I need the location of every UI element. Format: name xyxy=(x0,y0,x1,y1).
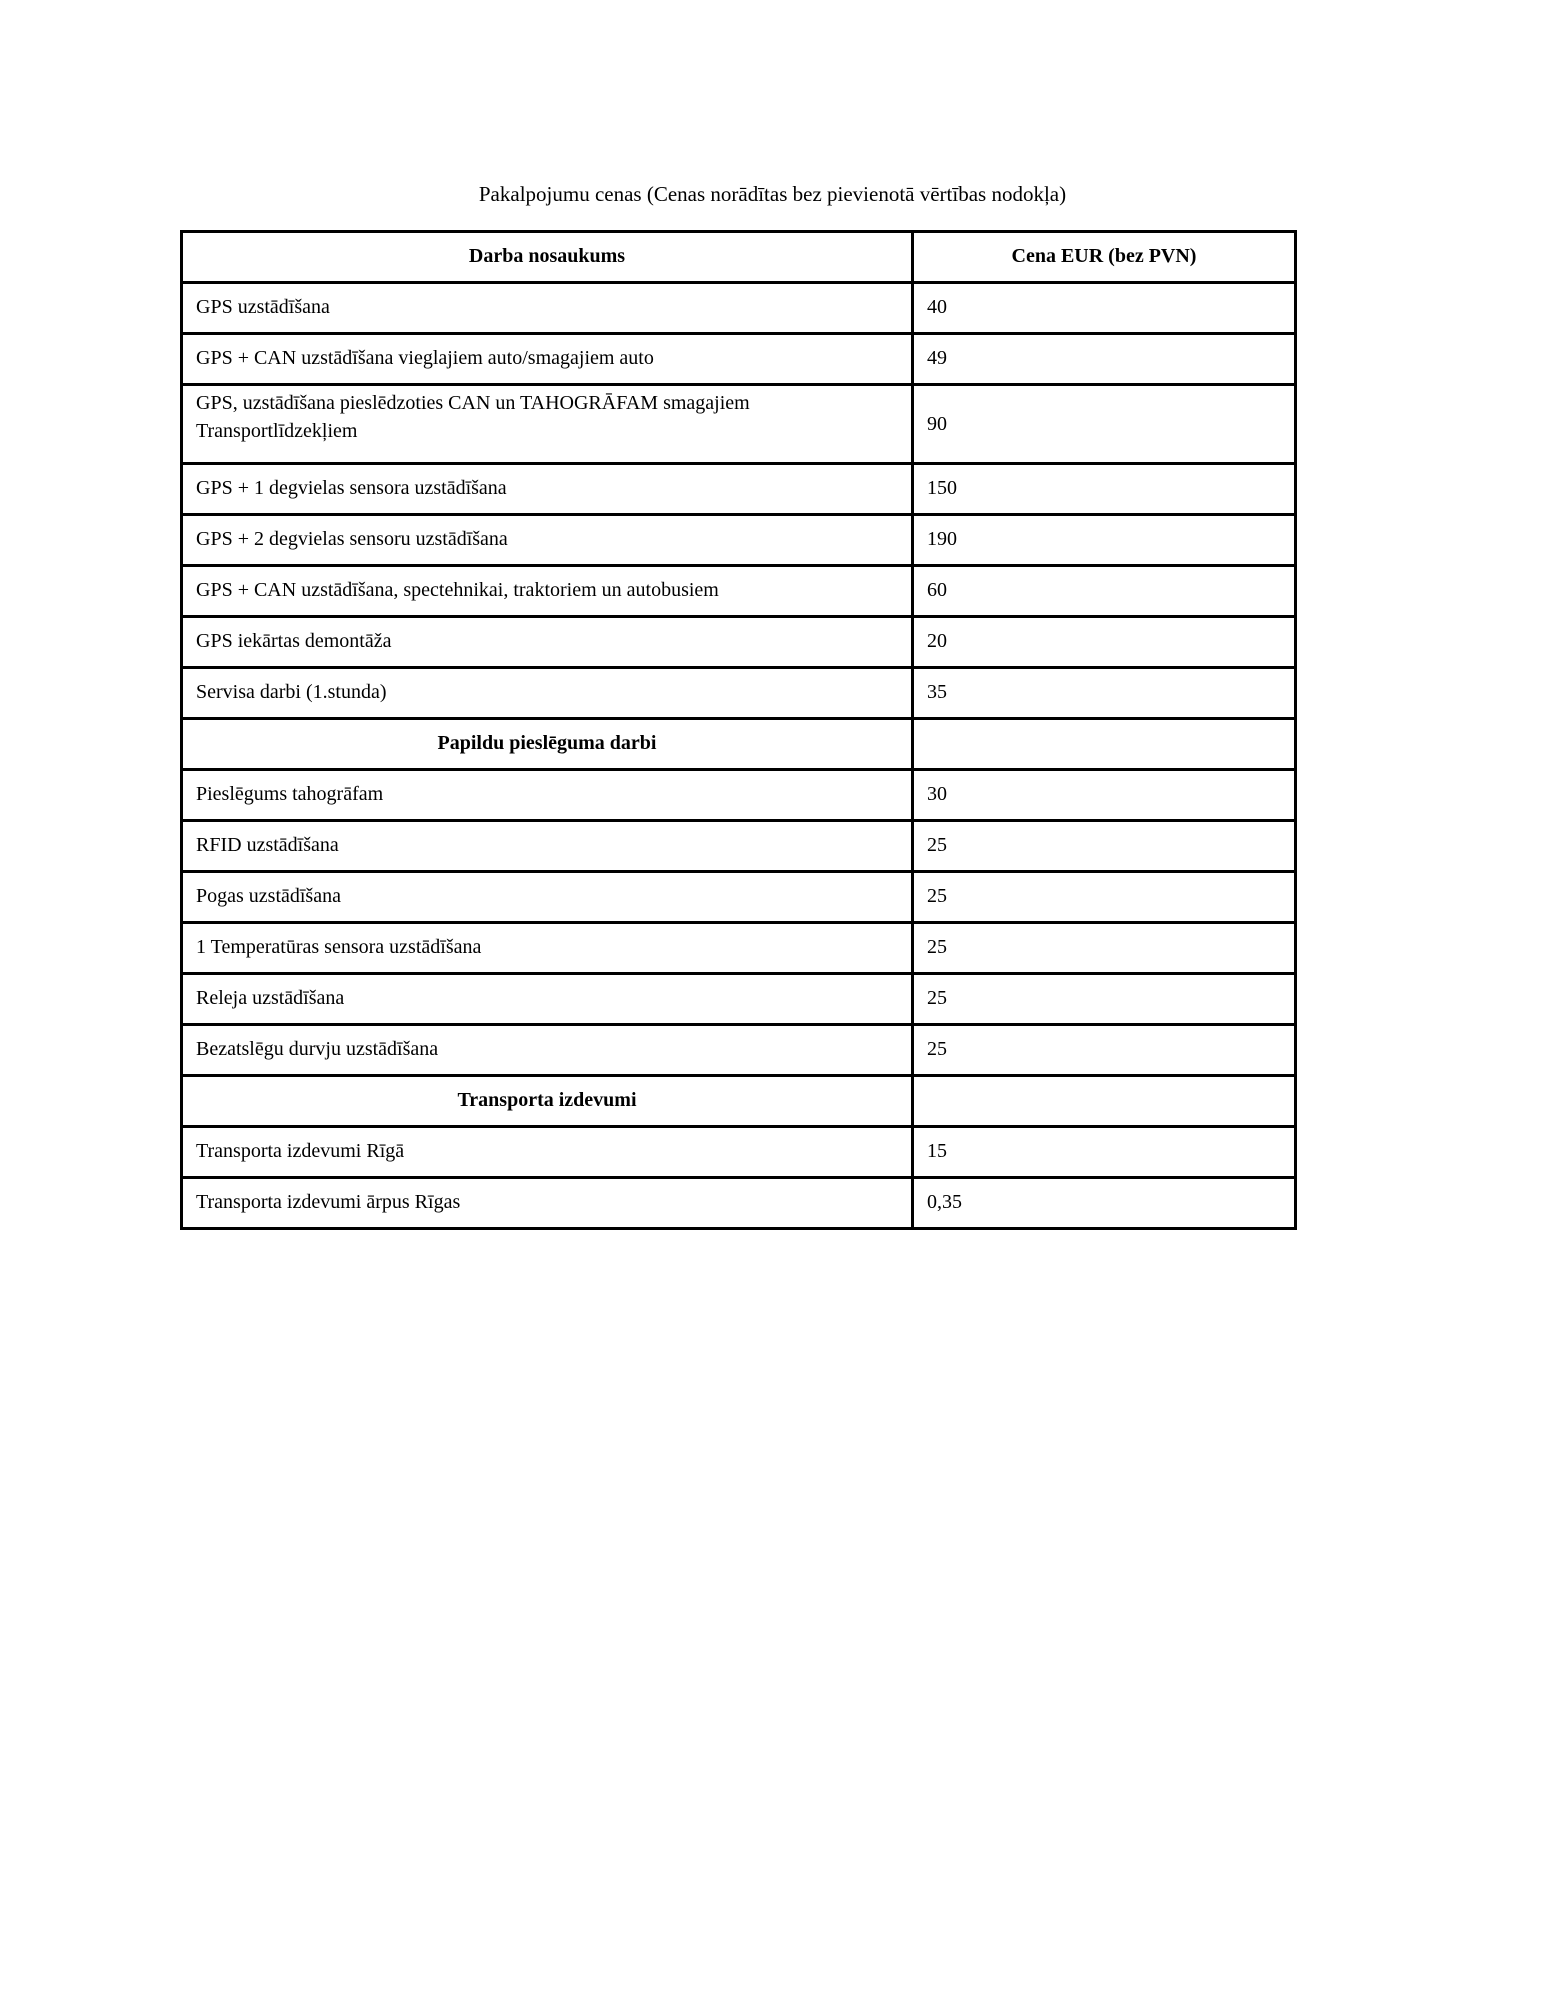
service-price: 150 xyxy=(913,464,1296,515)
service-name: GPS uzstādīšana xyxy=(182,283,913,334)
service-name: GPS + 1 degvielas sensora uzstādīšana xyxy=(182,464,913,515)
service-price: 20 xyxy=(913,617,1296,668)
service-price: 90 xyxy=(913,385,1296,464)
service-price: 40 xyxy=(913,283,1296,334)
service-name: Transporta izdevumi ārpus Rīgas xyxy=(182,1178,913,1229)
table-header-row xyxy=(182,232,1296,283)
table-row xyxy=(182,668,1296,719)
table-row xyxy=(182,1127,1296,1178)
column-header-price: Cena EUR (bez PVN) xyxy=(913,232,1296,283)
service-name: RFID uzstādīšana xyxy=(182,821,913,872)
service-price: 25 xyxy=(913,872,1296,923)
table-row xyxy=(182,566,1296,617)
table-row xyxy=(182,283,1296,334)
table-row xyxy=(182,770,1296,821)
service-name: GPS + CAN uzstādīšana, spectehnikai, traktoriem un autobusiem xyxy=(182,566,913,617)
section-row-additional xyxy=(182,719,1296,770)
table-row xyxy=(182,872,1296,923)
service-price: 30 xyxy=(913,770,1296,821)
service-name: Pogas uzstādīšana xyxy=(182,872,913,923)
table-row xyxy=(182,1178,1296,1229)
service-name: GPS + CAN uzstādīšana vieglajiem auto/smagajiem auto xyxy=(182,334,913,385)
service-name: Releja uzstādīšana xyxy=(182,974,913,1025)
service-name: Bezatslēgu durvju uzstādīšana xyxy=(182,1025,913,1076)
service-price: 25 xyxy=(913,821,1296,872)
service-price: 35 xyxy=(913,668,1296,719)
service-price: 0,35 xyxy=(913,1178,1296,1229)
service-price: 25 xyxy=(913,974,1296,1025)
section-heading-additional: Papildu pieslēguma darbi xyxy=(182,719,913,770)
service-price: 49 xyxy=(913,334,1296,385)
table-row xyxy=(182,974,1296,1025)
table-row xyxy=(182,385,1296,464)
service-name: Transporta izdevumi Rīgā xyxy=(182,1127,913,1178)
service-name: 1 Temperatūras sensora uzstādīšana xyxy=(182,923,913,974)
section-heading-transport: Transporta izdevumi xyxy=(182,1076,913,1127)
table-row xyxy=(182,821,1296,872)
service-name: GPS, uzstādīšana pieslēdzoties CAN un TAHOGRĀFAM smagajiem Transportlīdzekļiem xyxy=(182,385,913,464)
service-price: 60 xyxy=(913,566,1296,617)
service-price: 25 xyxy=(913,1025,1296,1076)
service-name: Pieslēgums tahogrāfam xyxy=(182,770,913,821)
service-price: 190 xyxy=(913,515,1296,566)
service-name: Servisa darbi (1.stunda) xyxy=(182,668,913,719)
table-row xyxy=(182,334,1296,385)
table-row xyxy=(182,515,1296,566)
table-row xyxy=(182,617,1296,668)
service-name: GPS iekārtas demontāža xyxy=(182,617,913,668)
section-empty-cell xyxy=(913,719,1296,770)
price-table xyxy=(180,230,1297,1230)
table-row xyxy=(182,1025,1296,1076)
service-name: GPS + 2 degvielas sensoru uzstādīšana xyxy=(182,515,913,566)
section-row-transport xyxy=(182,1076,1296,1127)
section-empty-cell xyxy=(913,1076,1296,1127)
service-price: 15 xyxy=(913,1127,1296,1178)
column-header-name: Darba nosaukums xyxy=(182,232,913,283)
service-price: 25 xyxy=(913,923,1296,974)
table-row xyxy=(182,923,1296,974)
page-title: Pakalpojumu cenas (Cenas norādītas bez pievienotā vērtības nodokļa) xyxy=(478,182,1067,206)
table-row xyxy=(182,464,1296,515)
